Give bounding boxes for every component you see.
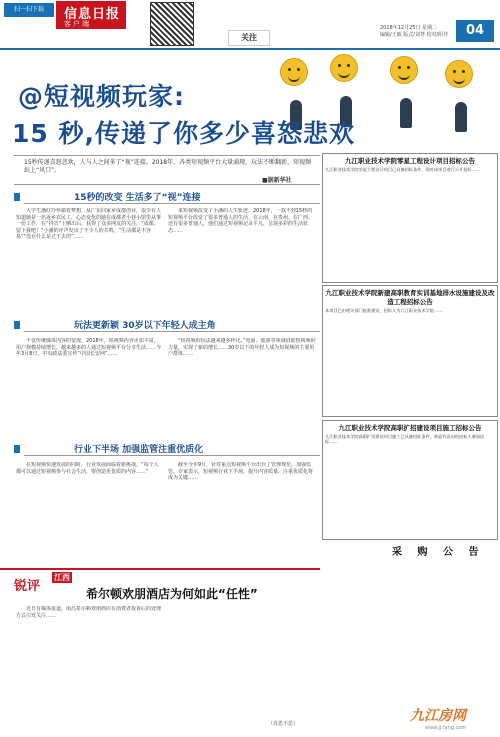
section-marker [14,193,20,201]
person-icon [400,98,412,128]
issue-date: 2018年12月25日 星期二 [380,25,438,31]
editor-credits: 编辑/王敏 版式/刘慧 校对/阳佳 [380,32,449,38]
section-rule [24,331,320,332]
commentary-body: 近日有媒体报道，南昌希尔顿欢朋酒店在消费者投诉后的处理方式引发关注…… [16,606,161,619]
section-heading-3 [14,442,320,456]
article-column: 截至今年9月，针对重点短视频平台出台了管理规范，加强监管。专家表示，短视频行业下半场，提升内容质量、注重优质化将成为关键…… [168,462,314,481]
section-rule [24,203,320,204]
purchase-notice-body [322,555,496,695]
section-marker [14,321,20,329]
article-column: 在短视频快速发展的同时，行业发展面临着新挑战。“每个人都可以通过短视频参与社会生活，要创造更优质的内容……” [16,462,159,475]
notice-body: 九江职业技术学院高职扩招建设项目施工已具备招标条件，欢迎有意向的投标人参加投标…… [325,434,485,445]
emoji-icon [390,56,418,84]
notice-body: 本项目已由相关部门批准建设，招标人为九江职业技术学院…… [325,308,443,313]
section-marker [14,445,20,453]
headline-line-1: @短视频玩家: [18,82,185,111]
brand-name: 信息日报 [64,7,121,22]
article-column: 大学生潘红玲怀揣着梦想，从广东回家乡成都创业，很少有人知道她是一名返乡农民工，心态变化的她在成都老小巷小馆里从事一份工作，在“抖音”上晒出后，获得了众多网友的关注。“成都，留下我吧！”小潘的评声发出了不少人的共鸣。“生活都是不容易”“没有什么是过不去的”…… [16,208,161,240]
page-number: 04 [456,20,494,42]
section-title: 15秒的改变 生活多了“视”连接 [74,193,201,203]
tender-notice [322,153,498,283]
watermark-logo: 九江房网 [410,708,466,724]
commentary-tag-region: 江西 [54,573,70,582]
emoji-icon [445,60,473,88]
notice-title: 九江职业技术学院高职扩招建设项目施工招标公告 [338,424,482,432]
article-column: 不仅传统媒体内容的变现，2018年，短视频内容更加丰富，用户规模持续增长，越来越多的人通过短视频平台分享生活……今年3月8日，中央政法委宣传“中国长安网”…… [16,338,161,357]
watermark-url: www.jj.fang.com [425,725,467,731]
notice-title: 九江职业技术学院新建高职教育实训基地排水设施建设及改造工程招标公告 [325,289,495,306]
person-icon [455,102,467,132]
lead-source: ■据新华社 [262,177,292,184]
section-tab: 关注 [228,30,270,46]
qr-code [150,2,194,46]
article-column: “短视频的玩法越来越多样化。”电商、旅游等领域借助短视频的力量，实现了新的增长……30岁以下的年轻人成为短视频的主要用户群体…… [168,338,316,357]
purchase-notice-title: 采 购 公 告 [392,547,485,558]
scan-download-label: 扫一扫下载 [4,3,54,17]
section-title: 行业下半场 加强监管注重优质化 [74,445,204,455]
section-rule [24,455,320,456]
notice-title: 九江职业技术学院零星工程设计项目招标公告 [345,157,475,165]
emoji-icon [280,58,308,86]
brand-logo [56,1,126,29]
tender-notice [322,420,498,540]
section-heading-1 [14,190,320,204]
article-column: 来短视频改变了小潘的人生轨迹。2018年，一款不到15秒的短视频平台改变了很多普通人的生活。在云南、在贵州、在广西，还有很多普通人，他们通过短视频记录平凡，呈现多彩的生活状态…… [168,208,314,234]
brand-subtitle: 客户端 [64,20,91,28]
commentary-body-continued [168,606,316,716]
commentary-author: （肖思不思） [268,721,299,727]
headline-line-2: 15 秒,传递了你多少喜怒悲欢 [12,119,355,148]
emoji-icon [330,54,358,82]
section-heading-2 [14,318,320,332]
lead-text: 15秒传递喜怒悲欢，人与人之间多了“视”连接。2018年，各类短视频平台大量涌现，玩法不断翻新，短视频站上“风口”。 [24,159,312,174]
tender-notice [322,285,498,417]
section-title: 玩法更新颖 30岁以下年轻人成主角 [74,321,216,331]
notice-body: 九江职业技术学院零星工程设计项目已具备招标条件，现对该项目进行公开招标…… [325,167,480,172]
commentary-tag: 锐评 [14,579,41,594]
commentary-title: 希尔顿欢朋酒店为何如此“任性” [86,587,258,601]
